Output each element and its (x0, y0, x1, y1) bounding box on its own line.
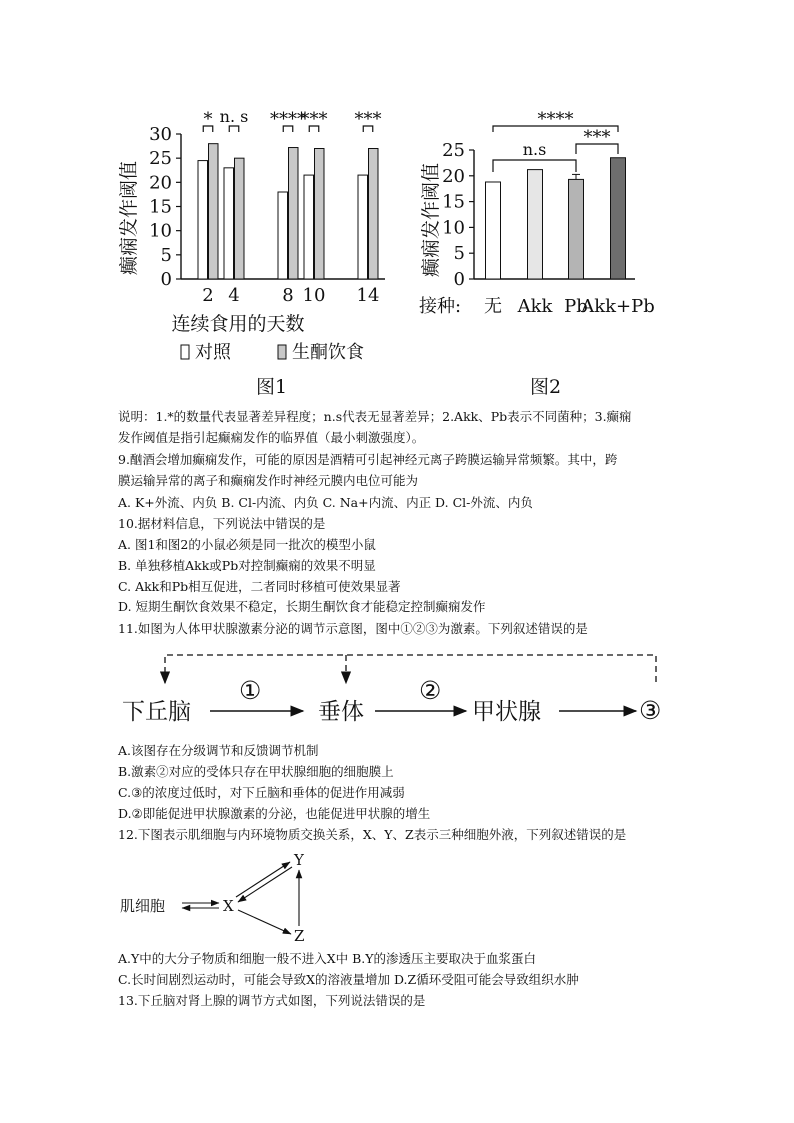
question-11-stem: 11.如图为人体甲状腺激素分泌的调节示意图，图中①②③为激素。下列叙述错误的是 (118, 621, 588, 636)
fig2-y-tick-label: 0 (453, 269, 465, 290)
question-9-stem-2: 膜运输异常的离子和癫痫发作时神经元膜内电位可能为 (118, 473, 419, 488)
fig1-bar (358, 175, 368, 279)
question-11-option-a: A.该图存在分级调节和反馈调节机制 (118, 743, 319, 758)
figure-1-chart (115, 100, 385, 375)
question-12-options-ab: A.Y中的大分子物质和细胞一般不进入X中 B.Y的渗透压主要取决于血浆蛋白 (118, 951, 537, 966)
fig2-bar (486, 182, 501, 279)
fig2-significance-label: n.s (522, 140, 547, 159)
fig1-bar (198, 161, 208, 279)
fig1-x-tick-label: 2 (202, 285, 214, 306)
fig2-x-tick-label: 无 (484, 296, 502, 317)
fig2-y-tick-label: 5 (453, 243, 465, 265)
question-10-option-d: D. 短期生酮饮食效果不稳定，长期生酮饮食才能稳定控制癫痫发作 (118, 599, 486, 614)
fig1-bar (224, 168, 234, 279)
fig1-x-tick-label: 4 (228, 285, 240, 306)
fig2-y-tick-label: 20 (442, 165, 465, 187)
fig2-x-tick-label: Akk+Pb (581, 296, 655, 317)
fig2-x-tick-label: Pb (564, 296, 588, 317)
fig2-y-tick-label: 25 (442, 140, 465, 161)
node-muscle-cell: 肌细胞 (120, 897, 166, 915)
fig1-significance-label: *** (300, 109, 328, 130)
node-pituitary: 垂体 (318, 699, 364, 725)
fig2-bar (569, 179, 584, 279)
fig1-bar (235, 158, 245, 279)
fig1-y-tick-label: 0 (160, 269, 172, 290)
fig2-xlabel: 接种: (419, 296, 462, 317)
hormone-2-label: ② (419, 676, 442, 705)
fig1-y-tick-label: 30 (149, 124, 172, 145)
figure-1-caption: 图1 (256, 376, 288, 398)
fig1-bar (315, 149, 325, 280)
question-10-option-a: A. 图1和图2的小鼠必须是同一批次的模型小鼠 (118, 537, 376, 552)
fig1-bar (369, 149, 379, 280)
fig1-ylabel: 癫痫发作阈值 (118, 160, 140, 276)
fig2-significance-label: **** (537, 109, 574, 130)
question-11-option-d: D.②即能促进甲状腺激素的分泌，也能促进甲状腺的增生 (118, 806, 431, 821)
fig1-bar (289, 148, 299, 279)
fig2-ylabel: 癫痫发作阈值 (420, 162, 442, 278)
fig1-xlabel: 连续食用的天数 (171, 313, 305, 335)
fig1-y-tick-label: 15 (149, 196, 172, 218)
fig1-significance-label: *** (354, 109, 382, 130)
fig1-significance-label: * (203, 109, 213, 130)
legend-label-ketogenic: 生酮饮食 (292, 342, 364, 363)
note-line-2: 发作阈值是指引起癫痫发作的临界值（最小刺激强度）。 (118, 430, 425, 445)
fig2-y-tick-label: 15 (442, 191, 465, 213)
hormone-3-label: ③ (639, 696, 662, 725)
fig1-significance-bracket (229, 126, 239, 132)
fig2-y-tick-label: 10 (442, 217, 465, 239)
fig1-x-tick-label: 14 (356, 285, 380, 306)
legend-label-control: 对照 (195, 342, 231, 363)
question-12-options-cd: C.长时间剧烈运动时，可能会导致X的溶液量增加 D.Z循环受阻可能会导致组织水肿 (118, 972, 579, 987)
fig1-x-tick-label: 10 (302, 285, 326, 306)
fig1-y-tick-label: 10 (149, 220, 172, 242)
fig1-bar (278, 192, 288, 279)
fig2-x-tick-label: Akk (517, 296, 553, 317)
question-13-stem: 13.下丘脑对肾上腺的调节方式如图，下列说法错误的是 (118, 993, 426, 1008)
fig1-bar (209, 144, 219, 279)
note-line-1: 说明：1.*的数量代表显著差异程度；n.s代表无显著差异；2.Akk、Pb表示不同菌种；3.癫痫 (118, 409, 632, 424)
fig1-significance-label: n. s (219, 107, 249, 126)
fig1-y-tick-label: 20 (149, 172, 172, 194)
fig2-bar (528, 170, 543, 279)
question-10-stem: 10.据材料信息，下列说法中错误的是 (118, 516, 326, 531)
legend-swatch-control (181, 345, 189, 359)
fig1-significance-label: **** (270, 109, 306, 130)
node-z: Z (294, 927, 305, 945)
hormone-1-label: ① (239, 676, 262, 705)
fig1-y-tick-label: 25 (149, 148, 172, 170)
fig1-x-tick-label: 8 (282, 285, 294, 306)
question-11-option-b: B.激素②对应的受体只存在甲状腺细胞的细胞膜上 (118, 764, 394, 779)
question-10-option-b: B. 单独移植Akk或Pb对控制癫痫的效果不明显 (118, 558, 376, 573)
question-10-option-c: C. Akk和Pb相互促进，二者同时移植可使效果显著 (118, 579, 401, 594)
node-x: X (223, 897, 234, 915)
fig2-significance-label: *** (583, 127, 611, 148)
question-12-stem: 12.下图表示肌细胞与内环境物质交换关系，X、Y、Z表示三种细胞外液，下列叙述错误的是 (118, 827, 627, 842)
fig1-bar (304, 175, 314, 279)
node-thyroid: 甲状腺 (472, 699, 541, 725)
figure-2-chart (415, 100, 680, 322)
question-9-options: A. K+外流、内负 B. Cl-内流、内负 C. Na+内流、内正 D. Cl-外流、内负 (118, 495, 533, 510)
node-y: Y (294, 851, 304, 869)
fig2-bar (611, 158, 626, 279)
fig1-y-tick-label: 5 (160, 244, 172, 266)
body-fluid-exchange-diagram (118, 848, 338, 948)
question-9-stem: 9.酗酒会增加癫痫发作，可能的原因是酒精可引起神经元离子跨膜运输异常频繁。其中，跨 (118, 452, 618, 467)
legend-swatch-ketogenic (278, 345, 286, 359)
thyroid-regulation-diagram (118, 645, 678, 730)
figure-2-caption: 图2 (530, 376, 562, 398)
node-hypothalamus: 下丘脑 (122, 699, 191, 725)
question-11-option-c: C.③的浓度过低时，对下丘脑和垂体的促进作用减弱 (118, 785, 405, 800)
